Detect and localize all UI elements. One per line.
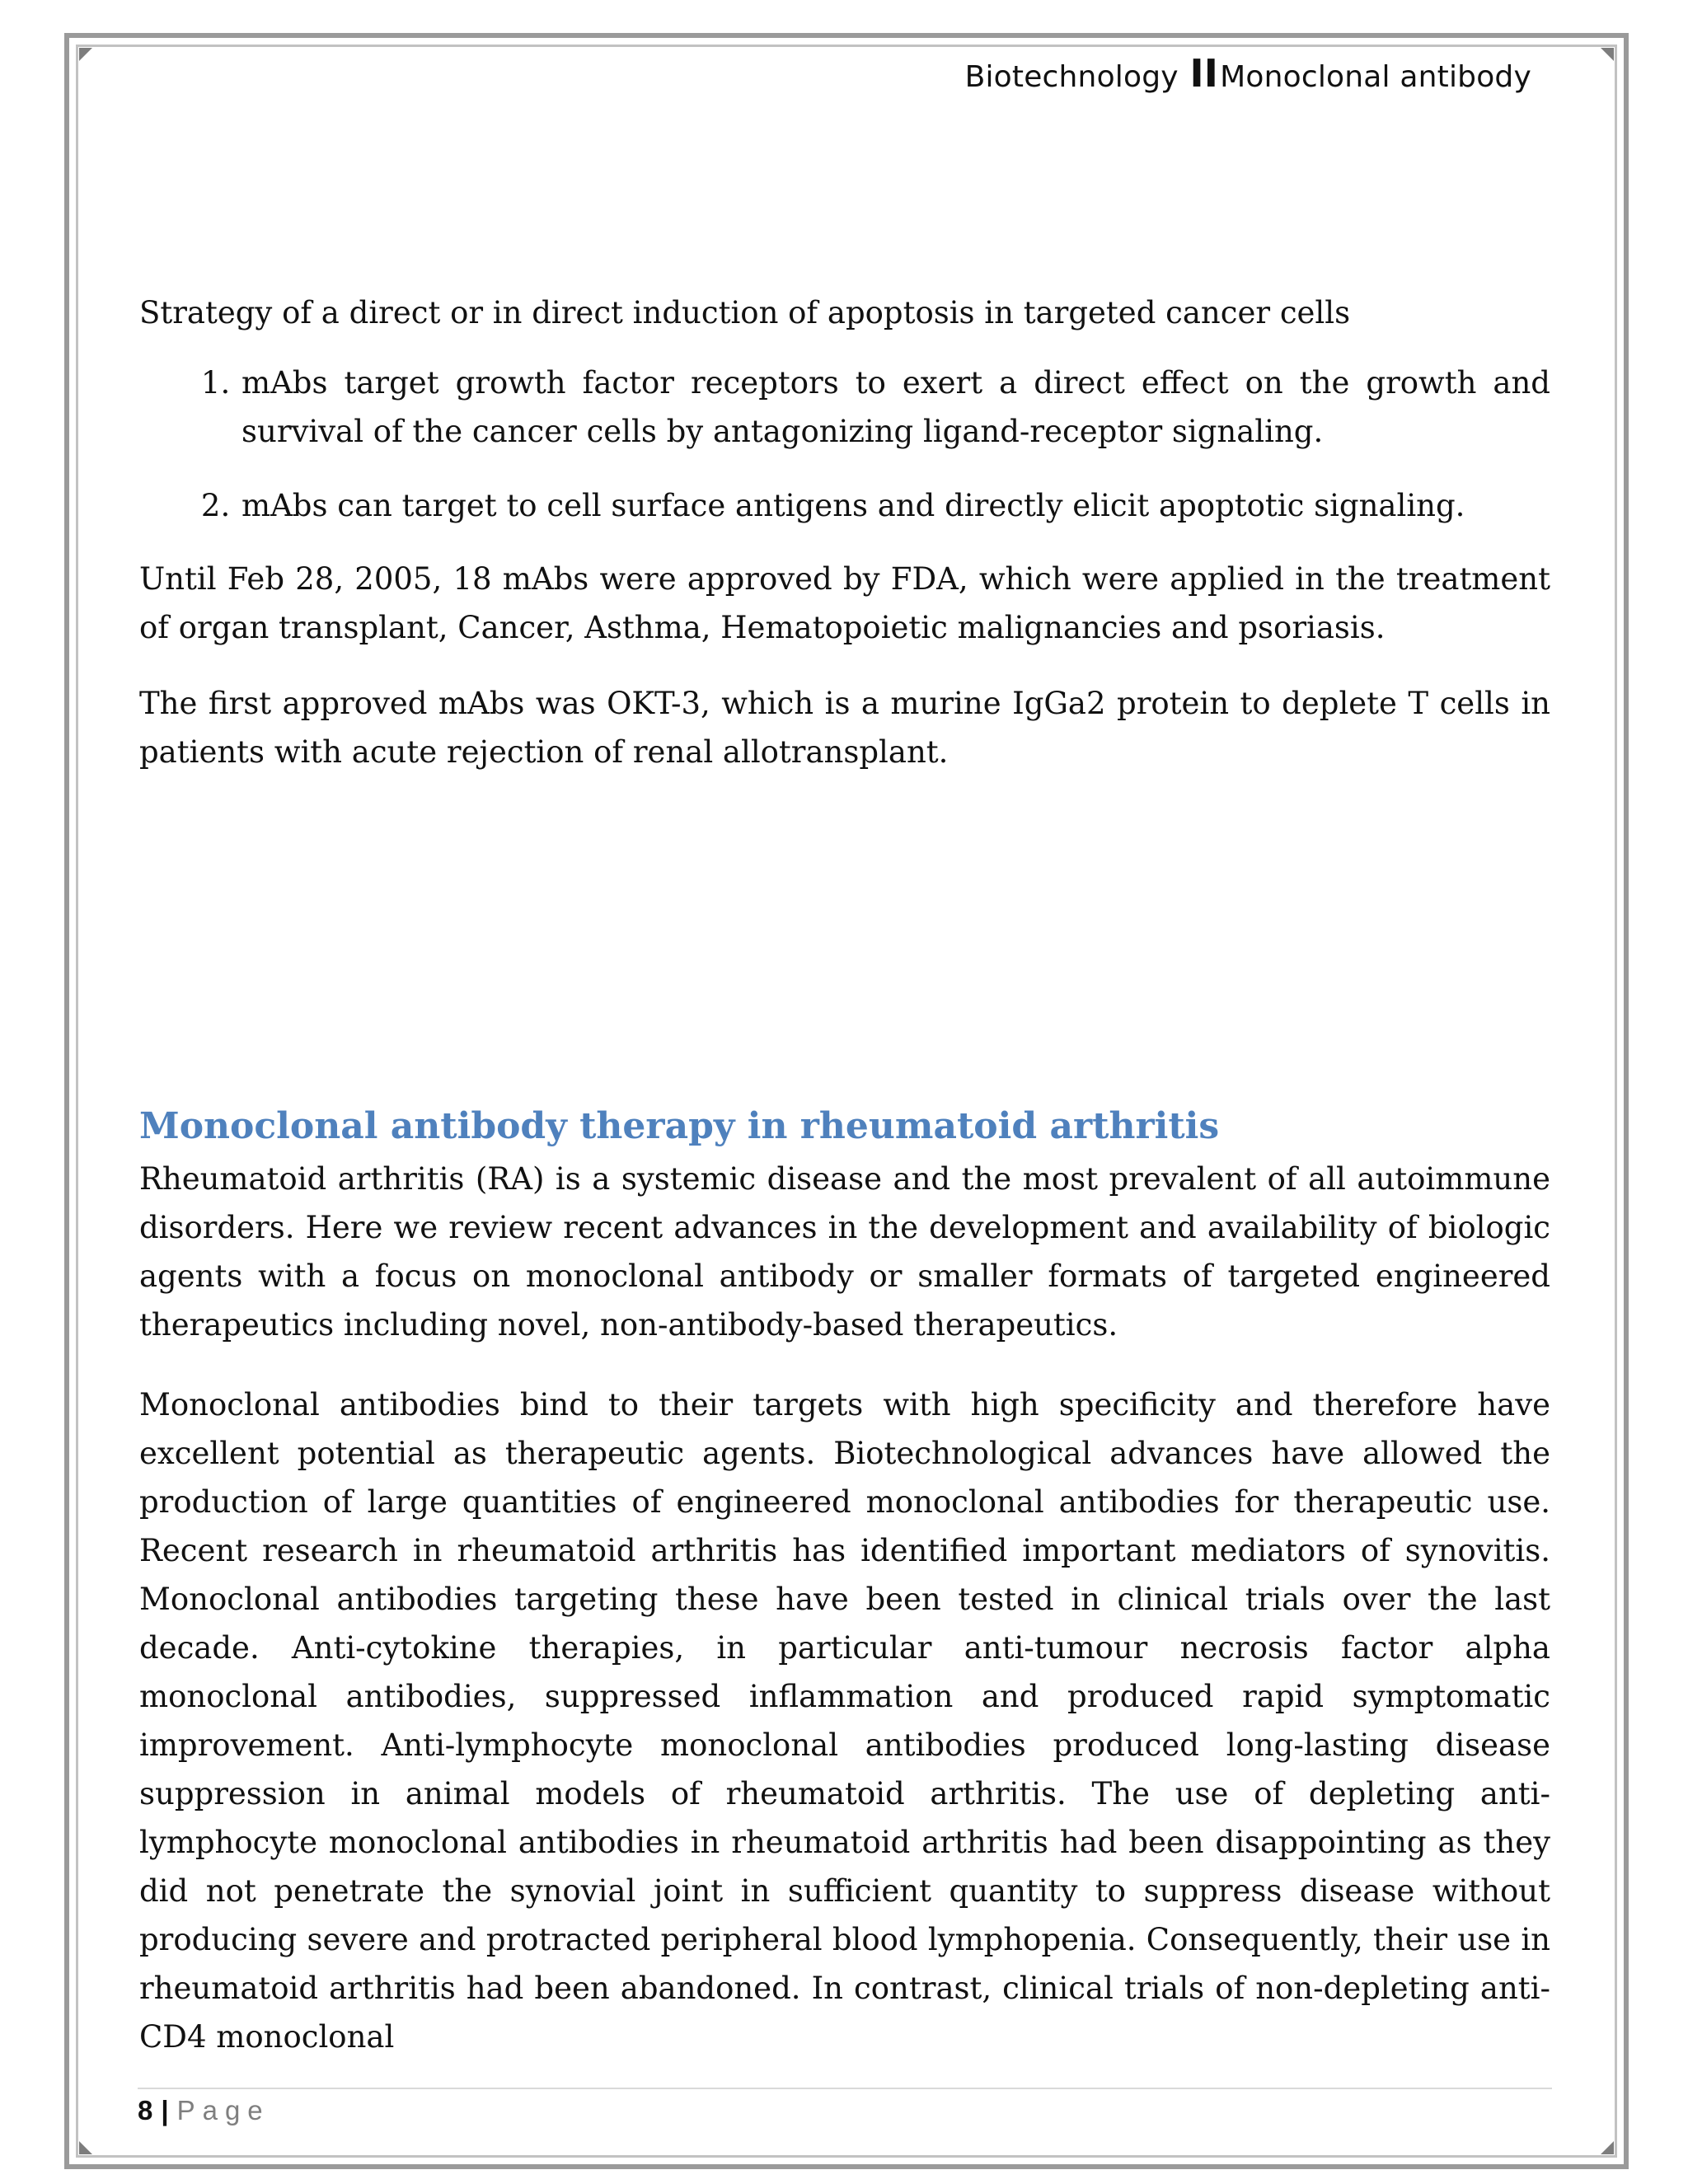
list-item: 2. mAbs can target to cell surface antigens and directly elicit apoptotic signaling. [240, 481, 1550, 530]
header-title: Biotechnology [964, 60, 1179, 94]
paragraph-fda-approvals: Until Feb 28, 2005, 18 mAbs were approved by FDA, which were applied in the treatment of organ transplant, Cancer, Asthma, Hematopoietic malignancies and psoriasis. [139, 561, 1550, 645]
border-corner-top-right [1601, 48, 1614, 61]
paragraph-okt3: The first approved mAbs was OKT-3, which is a murine IgGa2 protein to deplete T cells in patients with acute rejection of renal allotransplant. [139, 686, 1550, 770]
paragraph-ra-intro: Rheumatoid arthritis (RA) is a systemic disease and the most prevalent of all autoimmune disorders. Here we review recent advances in the development and availability of biologic agents with a focus on monoclonal antibody or smaller formats of targeted engineered therapeutics including novel, non-antibody-based therapeutics. [139, 1161, 1550, 1343]
page-label: Page [176, 2095, 270, 2125]
page-number: 8 [138, 2095, 153, 2125]
border-corner-bottom-right [1601, 2141, 1614, 2154]
footer-separator: | [161, 2095, 169, 2125]
strategy-list [139, 359, 1550, 530]
border-corner-top-left [79, 48, 92, 61]
running-header [965, 51, 1531, 96]
list-item: 1. mAbs target growth factor receptors to exert a direct effect on the growth and survival of the cancer cells by antagonizing ligand-receptor signaling. [240, 359, 1550, 456]
page-body [139, 288, 1550, 2061]
border-corner-bottom-left [79, 2141, 92, 2154]
section-heading: Monoclonal antibody therapy in rheumatoid arthritis [139, 1105, 1220, 1147]
footer-divider [138, 2088, 1552, 2089]
paragraph-mab-therapy: Monoclonal antibodies bind to their targets with high specificity and therefore have excellent potential as therapeutic agents. Biotechnological advances have allowed the production of large quantities of engineered monoclonal antibodies for therapeutic use. Recent research in rheumatoid arthritis has identified important mediators of synovitis. Monoclonal antibodies targeting these have been tested in clinical trials over the last decade. Anti-cytokine therapies, in particular anti-tumour necrosis factor alpha monoclonal antibodies, suppressed inflammation and produced rapid symptomatic improvement. Anti-lymphocyte monoclonal antibodies produced long-lasting disease suppression in animal models of rheumatoid arthritis. The use of depleting anti-lymphocyte monoclonal antibodies in rheumatoid arthritis had been disappointing as they did not penetrate the synovial joint in sufficient quantity to suppress disease without producing severe and protracted peripheral blood lymphopenia. Consequently, their use in rheumatoid arthritis had been abandoned. In contrast, clinical trials of non-depleting anti-CD4 monoclonal [139, 1387, 1550, 2055]
strategy-intro: Strategy of a direct or in direct induction of apoptosis in targeted cancer cells [139, 295, 1351, 330]
header-subtitle: Monoclonal antibody [1220, 60, 1531, 94]
header-separator: II [1189, 51, 1219, 96]
page-footer [138, 2095, 270, 2126]
